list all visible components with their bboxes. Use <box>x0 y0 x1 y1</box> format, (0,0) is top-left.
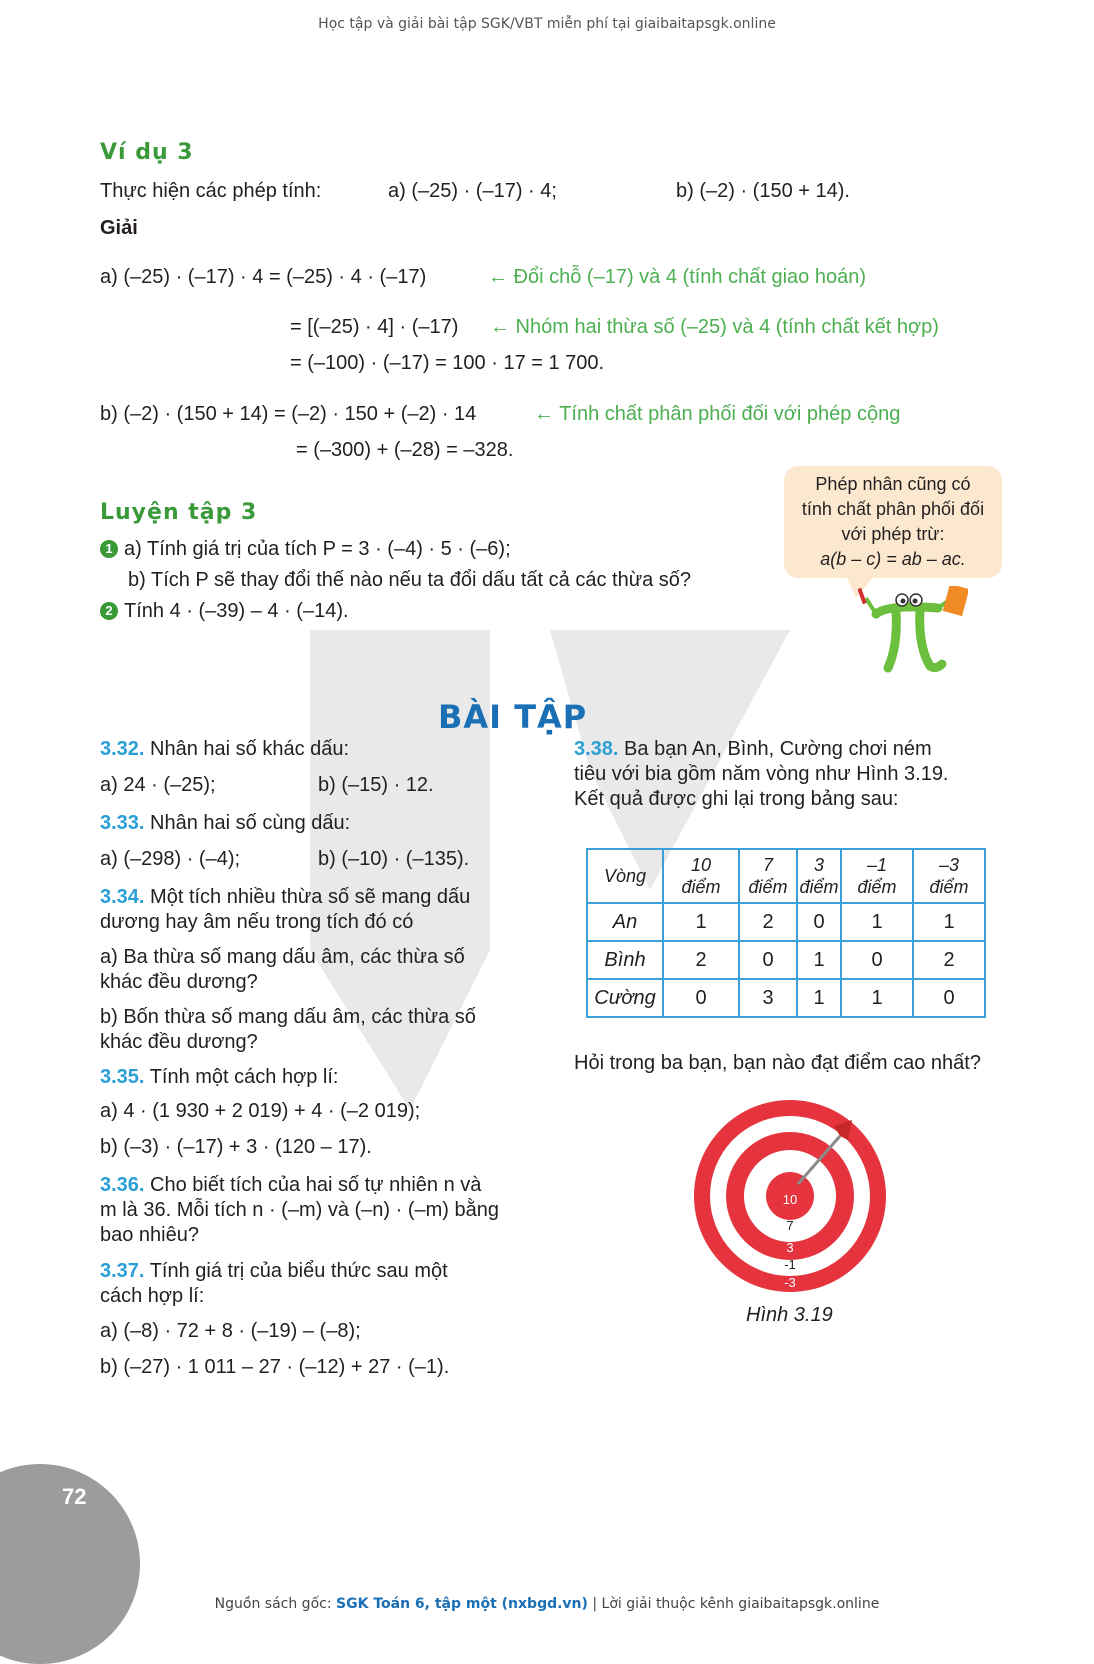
exercise-3-38-question: Hỏi trong ba bạn, bạn nào đạt điểm cao nhất? <box>574 1052 981 1074</box>
practice-item1a <box>100 538 511 561</box>
page-number: 72 <box>62 1484 87 1509</box>
table-cell: 1 <box>913 903 985 941</box>
header-unit: điểm <box>857 877 897 897</box>
exercise-3-36-line2: m là 36. Mỗi tích n · (–m) và (–n) · (–m) bằng <box>100 1199 500 1221</box>
exercise-3-37-b: b) (–27) · 1 011 – 27 · (–12) + 27 · (–1). <box>100 1356 450 1378</box>
exercise-number: 3.37. <box>100 1260 145 1282</box>
exercise-3-32-b: b) (–15) · 12. <box>318 774 434 796</box>
exercise-3-38-line3: Kết quả được ghi lại trong bảng sau: <box>574 788 899 810</box>
row-name: Bình <box>587 941 663 979</box>
exercise-number: 3.38. <box>574 738 619 760</box>
label-minus3: -3 <box>784 1275 796 1290</box>
table-cell: 2 <box>739 903 797 941</box>
table-header-cell <box>739 849 797 903</box>
footer-suffix: | Lời giải thuộc kênh giaibaitapsgk.online <box>592 1596 880 1612</box>
tip-line3: với phép trừ: <box>841 524 945 544</box>
exercise-3-35-a: a) 4 · (1 930 + 2 019) + 4 · (–2 019); <box>100 1100 421 1122</box>
page-header: Học tập và giải bài tập SGK/VBT miễn phí tại giaibaitapsgk.online <box>318 16 776 32</box>
table-header-cell <box>841 849 913 903</box>
solution-b-note1: ← Tính chất phân phối đối với phép cộng <box>534 403 901 425</box>
solution-b-line1: b) (–2) · (150 + 14) = (–2) · 150 + (–2) · 14 <box>100 403 477 425</box>
page-footer <box>0 1596 1094 1612</box>
pi-mascot-icon <box>858 586 968 678</box>
solution-a-note2: ← Nhóm hai thừa số (–25) và 4 (tính chất kết hợp) <box>490 316 939 338</box>
solution-a-line3: = (–100) · (–17) = 100 · 17 = 1 700. <box>290 352 605 374</box>
label-minus1: -1 <box>784 1257 796 1272</box>
exercise-3-34-line2: dương hay âm nếu trong tích đó có <box>100 911 414 933</box>
label-3: 3 <box>786 1240 794 1255</box>
table-corner: Vòng <box>587 849 663 903</box>
table-cell: 0 <box>913 979 985 1017</box>
header-unit: điểm <box>681 877 721 897</box>
exercise-number: 3.34. <box>100 886 145 908</box>
footer-prefix: Nguồn sách gốc: <box>214 1596 332 1612</box>
exercise-3-34-a1: a) Ba thừa số mang dấu âm, các thừa số <box>100 946 465 968</box>
tip-line1: Phép nhân cũng có <box>815 474 971 494</box>
exercise-3-33-a: a) (–298) · (–4); <box>100 848 241 870</box>
exercise-number: 3.33. <box>100 812 145 834</box>
row-name: Cường <box>587 979 663 1017</box>
solution-b-line2: = (–300) + (–28) = –328. <box>296 439 514 461</box>
header-value: 10 <box>690 855 712 875</box>
exercise-text: Nhân hai số cùng dấu: <box>150 812 351 834</box>
footer-source-link[interactable]: SGK Toán 6, tập một (nxbgd.vn) <box>336 1596 588 1612</box>
exercise-3-37 <box>100 1260 448 1283</box>
table-header-cell <box>913 849 985 903</box>
practice-item2 <box>100 600 349 623</box>
exercise-text: Tính một cách hợp lí: <box>149 1066 339 1088</box>
exercise-3-34-b1: b) Bốn thừa số mang dấu âm, các thừa số <box>100 1006 476 1028</box>
header-value: –3 <box>938 855 960 875</box>
practice-title: Luyện tập 3 <box>100 500 258 525</box>
table-header-row <box>587 849 985 903</box>
score-table <box>586 848 986 1018</box>
table-cell: 1 <box>663 903 739 941</box>
table-row <box>587 903 985 941</box>
bullet-2-icon: 2 <box>100 602 118 620</box>
exercises-title: BÀI TẬP <box>438 698 588 736</box>
table-header-cell <box>797 849 841 903</box>
solution-label: Giải <box>100 217 138 239</box>
example-part-a: a) (–25) · (–17) · 4; <box>388 180 557 202</box>
example-part-b: b) (–2) · (150 + 14). <box>676 180 850 202</box>
table-cell: 0 <box>663 979 739 1017</box>
practice-item1a-text: a) Tính giá trị của tích P = 3 · (–4) · 5 · (–6); <box>124 538 511 560</box>
dartboard-figure <box>690 1096 890 1296</box>
practice-item2-text: Tính 4 · (–39) – 4 · (–14). <box>124 600 349 622</box>
bullet-1-icon: 1 <box>100 540 118 558</box>
table-cell: 0 <box>841 941 913 979</box>
exercise-3-34-b2: khác đều dương? <box>100 1031 258 1053</box>
table-cell: 0 <box>797 903 841 941</box>
label-7: 7 <box>786 1218 794 1233</box>
table-cell: 1 <box>797 979 841 1017</box>
solution-a-line2: = [(–25) · 4] · (–17) <box>290 316 459 338</box>
tip-formula: a(b – c) = ab – ac. <box>820 549 966 569</box>
tip-line2: tính chất phân phối đối <box>801 499 985 519</box>
table-row <box>587 941 985 979</box>
tip-bubble <box>784 466 1002 578</box>
header-unit: điểm <box>799 877 839 897</box>
header-unit: điểm <box>748 877 788 897</box>
exercise-3-35-b: b) (–3) · (–17) + 3 · (120 – 17). <box>100 1136 372 1158</box>
table-cell: 0 <box>739 941 797 979</box>
exercise-3-33 <box>100 812 350 835</box>
exercise-3-37-line2: cách hợp lí: <box>100 1285 205 1307</box>
exercise-number: 3.36. <box>100 1174 145 1196</box>
table-row <box>587 979 985 1017</box>
exercise-3-34 <box>100 886 470 909</box>
exercise-text: Ba bạn An, Bình, Cường chơi ném <box>624 738 932 760</box>
header-unit: điểm <box>929 877 969 897</box>
label-10: 10 <box>782 1192 798 1207</box>
exercise-3-32-a: a) 24 · (–25); <box>100 774 216 796</box>
exercise-3-38-line2: tiêu với bia gồm năm vòng như Hình 3.19. <box>574 763 949 785</box>
exercise-3-35 <box>100 1066 338 1089</box>
solution-a-note1: ← Đổi chỗ (–17) và 4 (tính chất giao hoán) <box>488 266 866 288</box>
row-name: An <box>587 903 663 941</box>
exercise-3-32 <box>100 738 349 761</box>
exercise-text: Nhân hai số khác dấu: <box>150 738 350 760</box>
exercise-text: Cho biết tích của hai số tự nhiên n và <box>150 1174 482 1196</box>
exercise-3-34-a2: khác đều dương? <box>100 971 258 993</box>
exercise-number: 3.32. <box>100 738 145 760</box>
solution-a-line1: a) (–25) · (–17) · 4 = (–25) · 4 · (–17) <box>100 266 427 288</box>
header-value: 7 <box>762 855 773 875</box>
exercise-number: 3.35. <box>100 1066 145 1088</box>
table-cell: 1 <box>797 941 841 979</box>
table-cell: 1 <box>841 979 913 1017</box>
example-title: Ví dụ 3 <box>100 140 194 165</box>
table-cell: 3 <box>739 979 797 1017</box>
exercise-3-38 <box>574 738 932 761</box>
figure-caption: Hình 3.19 <box>746 1304 833 1326</box>
exercise-text: Tính giá trị của biểu thức sau một <box>149 1260 448 1282</box>
table-cell: 2 <box>663 941 739 979</box>
table-header-cell <box>663 849 739 903</box>
header-value: –1 <box>866 855 888 875</box>
exercise-3-36-line3: bao nhiêu? <box>100 1224 199 1246</box>
practice-item1b: b) Tích P sẽ thay đổi thế nào nếu ta đổi dấu tất cả các thừa số? <box>128 569 692 591</box>
header-value: 3 <box>813 855 824 875</box>
exercise-3-37-a: a) (–8) · 72 + 8 · (–19) – (–8); <box>100 1320 361 1342</box>
table-cell: 1 <box>841 903 913 941</box>
exercise-3-36 <box>100 1174 481 1197</box>
exercise-text: Một tích nhiều thừa số sẽ mang dấu <box>150 886 471 908</box>
example-prompt: Thực hiện các phép tính: <box>100 180 322 202</box>
table-cell: 2 <box>913 941 985 979</box>
exercise-3-33-b: b) (–10) · (–135). <box>318 848 470 870</box>
